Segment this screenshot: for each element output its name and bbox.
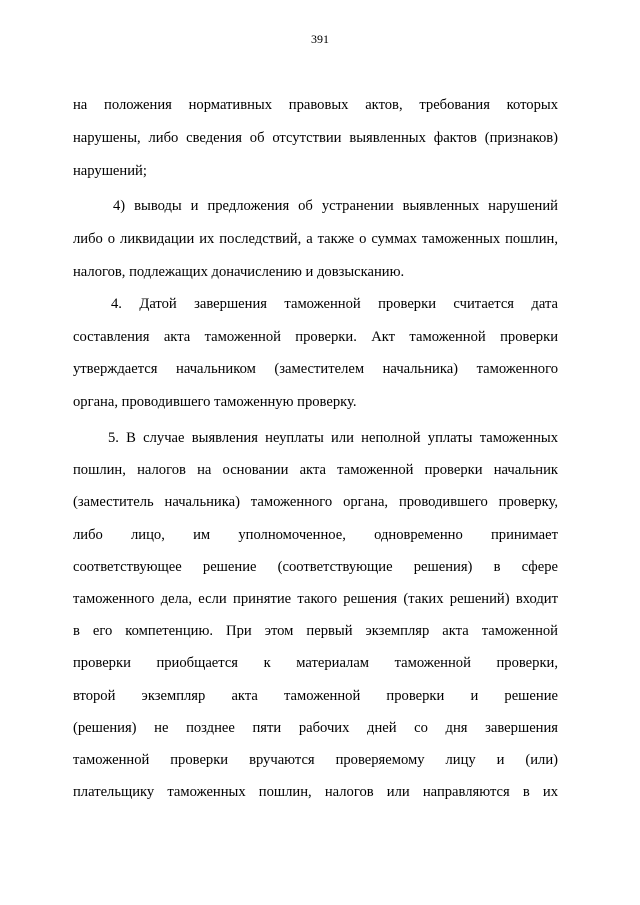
text-line: либо о ликвидации их последствий, а также о суммах таможенных пошлин, <box>73 231 558 247</box>
text-line: плательщику таможенных пошлин, налогов или направляются в их <box>73 784 558 801</box>
text-line: таможенной проверки вручаются проверяемому лицу и (или) <box>73 752 558 769</box>
page-number: 391 <box>311 32 329 46</box>
text-line: в его компетенцию. При этом первый экземпляр акта таможенной <box>73 623 558 640</box>
text-line: на положения нормативных правовых актов, требования которых <box>73 97 558 113</box>
paragraph-section-5-non-payment <box>73 422 558 808</box>
text-line: органа, проводившего таможенную проверку. <box>73 393 357 410</box>
text-line: соответствующее решение (соответствующие решения) в сфере <box>73 558 558 575</box>
text-line: 4) выводы и предложения об устранении выявленных нарушений <box>113 198 558 214</box>
text-line: утверждается начальником (заместителем начальника) таможенного <box>73 361 558 377</box>
text-line: (решения) не позднее пяти рабочих дней со дня завершения <box>73 719 558 736</box>
text-line: таможенного дела, если принятие такого решения (таких решений) входит <box>73 591 558 608</box>
text-line: составления акта таможенной проверки. Акт таможенной проверки <box>73 328 558 345</box>
text-line: второй экземпляр акта таможенной проверки и решение <box>73 687 558 704</box>
paragraph-item-4-conclusions <box>73 190 558 289</box>
text-line: нарушены, либо сведения об отсутствии выявленных фактов (признаков) <box>73 130 558 146</box>
text-line: пошлин, налогов на основании акта таможенной проверки начальник <box>73 462 558 479</box>
text-line: (заместитель начальника) таможенного органа, проводившего проверку, <box>73 494 558 511</box>
text-line: 5. В случае выявления неуплаты или неполной уплаты таможенных <box>108 430 558 446</box>
text-line: либо лицо, им уполномоченное, одновременно принимает <box>73 526 558 543</box>
text-line: проверки приобщается к материалам таможенной проверки, <box>73 655 558 672</box>
paragraph-section-4-completion-date <box>73 288 558 418</box>
text-line: нарушений; <box>73 163 147 179</box>
text-line: налогов, подлежащих доначислению и довзысканию. <box>73 264 405 280</box>
text-line: 4. Датой завершения таможенной проверки считается дата <box>111 296 558 312</box>
paragraph-violations-list <box>73 89 558 188</box>
